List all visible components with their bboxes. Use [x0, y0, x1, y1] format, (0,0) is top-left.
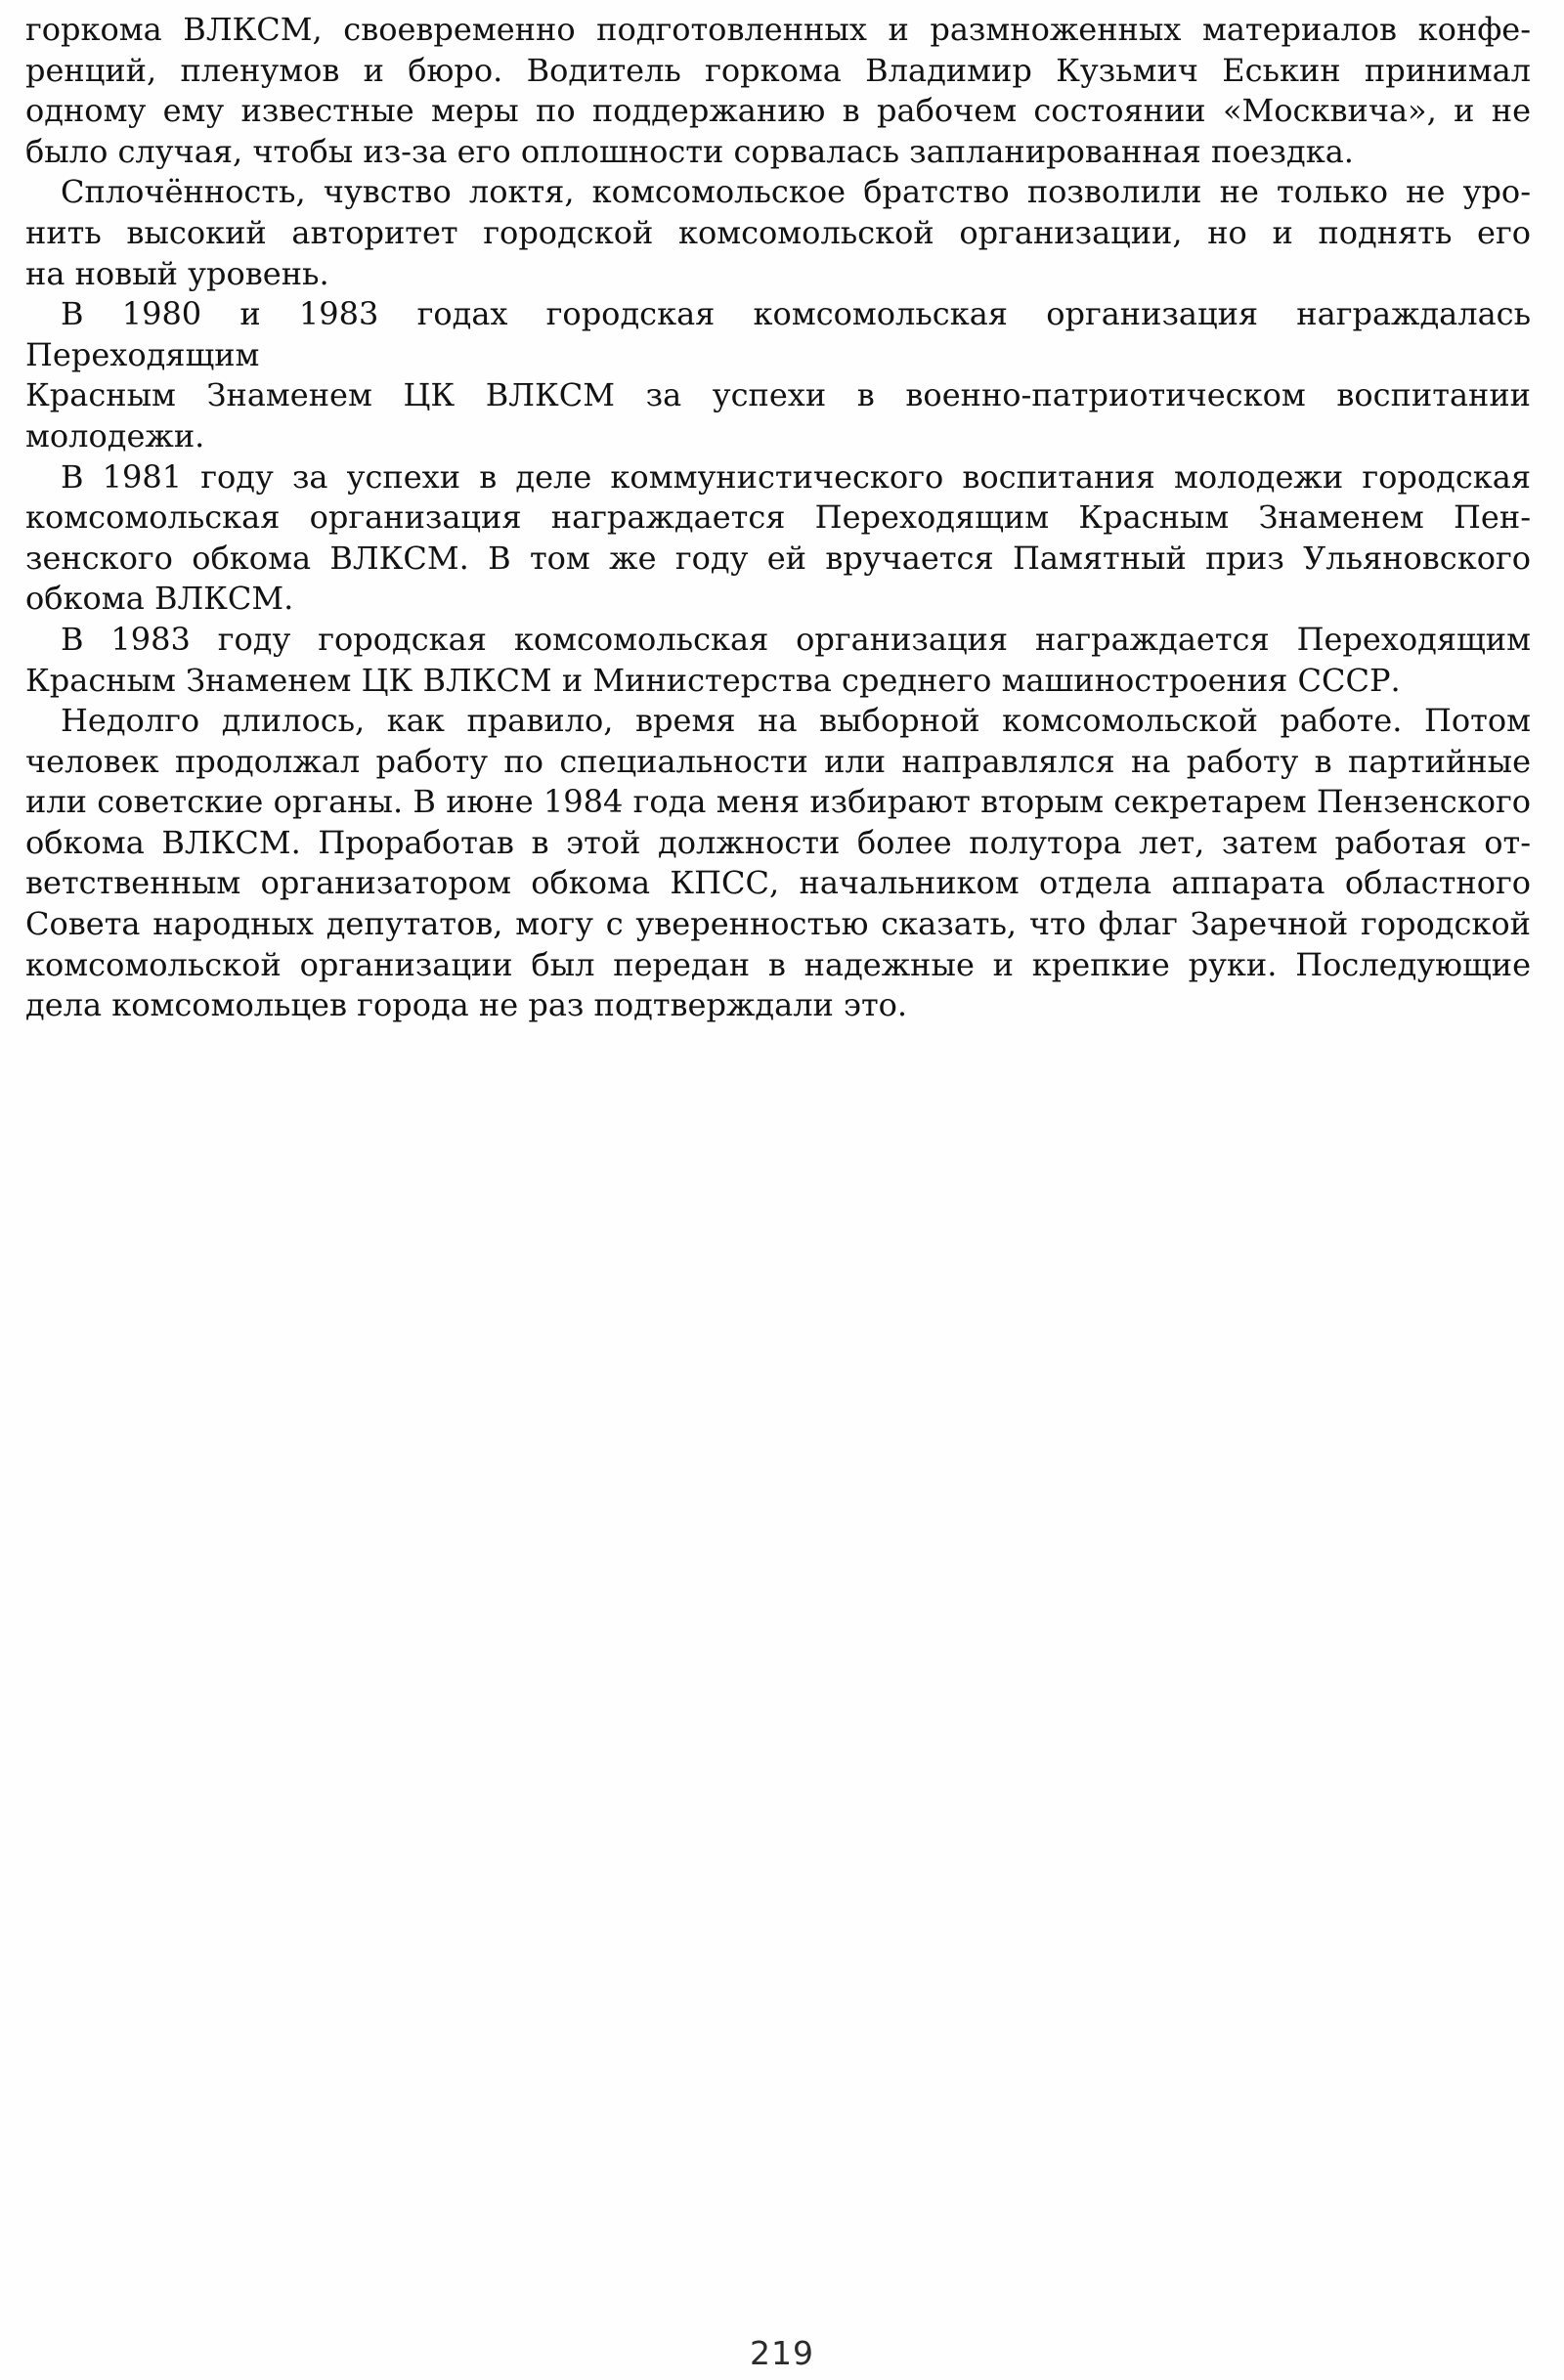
text-line: Совета народных депутатов, могу с уверенностью сказать, что флаг Заречной городской: [25, 905, 1531, 943]
text-line: было случая, чтобы из-за его оплошности сорвалась запланированная поездка.: [25, 132, 1354, 170]
paragraph: [25, 620, 1531, 701]
text-line: Красным Знаменем ЦК ВЛКСМ и Министерства среднего машиностроения СССР.: [25, 661, 1401, 699]
text-line: одному ему известные меры по поддержанию в рабочем состоянии «Москвича», и не: [25, 92, 1531, 130]
text-line: комсомольской организации был передан в надежные и крепкие руки. Последующие: [25, 945, 1531, 983]
text-line: горкома ВЛКСМ, своевременно подготовленных и размноженных материалов конфе-: [25, 11, 1531, 48]
paragraph: [25, 701, 1531, 1026]
text-line: В 1981 году за успехи в деле коммунистического воспитания молодежи городская: [61, 457, 1531, 496]
text-line: ветственным организатором обкома КПСС, начальником отдела аппарата областного: [25, 864, 1531, 902]
paragraph: [25, 457, 1531, 620]
text-line: обкома ВЛКСМ.: [25, 580, 294, 618]
text-line: В 1983 году городская комсомольская организация награждается Переходящим: [61, 620, 1531, 658]
text-line: В 1980 и 1983 годах городская комсомольская организация награждалась Переходящим: [25, 295, 1531, 373]
paragraph: [25, 10, 1531, 172]
text-line: зенского обкома ВЛКСМ. В том же году ей вручается Памятный приз Ульяновского: [25, 539, 1531, 577]
body-text: [25, 10, 1531, 1026]
text-line: на новый уровень.: [25, 254, 329, 292]
paragraph: [25, 294, 1531, 456]
text-line: Недолго длилось, как правило, время на выборной комсомольской работе. Потом: [61, 702, 1531, 740]
text-line: Красным Знаменем ЦК ВЛКСМ за успехи в военно-патриотическом воспитании молодежи.: [25, 376, 1531, 454]
paragraph: [25, 172, 1531, 294]
text-line: Сплочённость, чувство локтя, комсомольское братство позволили не только не уро-: [61, 173, 1531, 211]
text-line: дела комсомольцев города не раз подтверждали это.: [25, 986, 908, 1024]
page-number: 219: [750, 2334, 814, 2372]
text-line: комсомольская организация награждается Переходящим Красным Знаменем Пен-: [25, 498, 1531, 537]
text-line: ренций, пленумов и бюро. Водитель горкома Владимир Кузьмич Еськин принимал: [25, 51, 1531, 89]
text-line: или советские органы. В июне 1984 года меня избирают вторым секретарем Пензенского: [25, 783, 1531, 821]
text-line: нить высокий авторитет городской комсомольской организации, но и поднять его: [25, 213, 1531, 251]
text-line: обкома ВЛКСМ. Проработав в этой должности более полутора лет, затем работая от-: [25, 823, 1531, 861]
text-line: человек продолжал работу по специальности или направлялся на работу в партийные: [25, 742, 1531, 780]
